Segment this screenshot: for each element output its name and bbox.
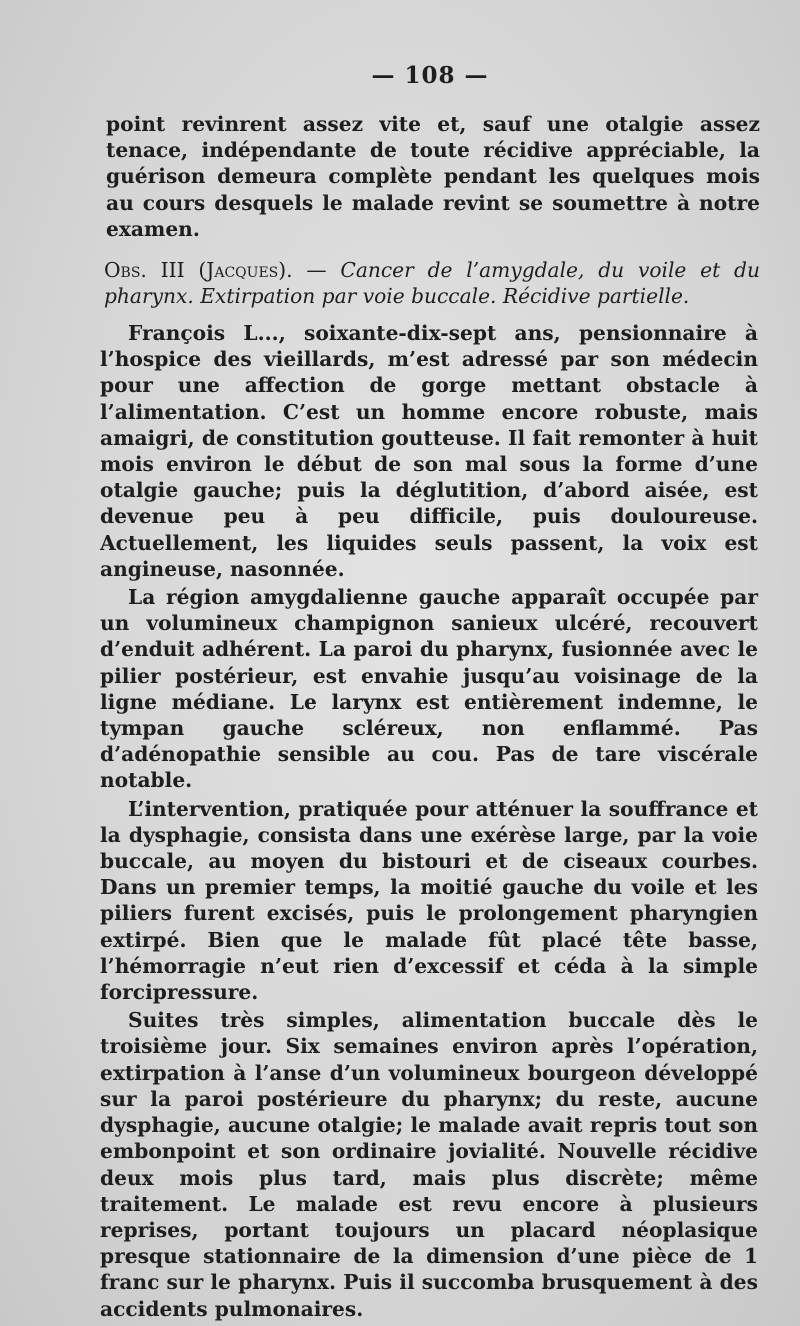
paragraph-history: François L..., soixante-dix-sept ans, pensionnaire à l’hospice des vieillards, m’est adressé par son médecin pour une affection de gorge mettant obstacle à l’alimentation. C’est un homme encore robuste, mais amaigri, de constitution goutteuse. Il fait remonter à huit mois environ le début de son mal sous la forme d’une otalgie gauche; puis la déglutition, d’abord aisée, est devenue peu à peu difficile, puis douloureuse. Actuellement, les liquides seuls passent, la voix est angineuse, nasonnée. (100, 321, 758, 581)
paragraph-follow-up: Suites très simples, alimentation buccale dès le troisième jour. Six semaines environ après l’opération, extirpation à l’anse d’un volumineux bourgeon développé sur la paroi postérieure du pharynx; du reste, aucune dysphagie, aucune otalgie; le malade avait repris tout son embonpoint et son ordinaire jovialité. Nouvelle récidive deux mois plus tard, mais plus discrète; même traitement. Le malade est revu encore à plusieurs reprises, portant toujours un placard néoplasique presque stationnaire de la dimension d’une pièce de 1 franc sur le pharynx. Puis il succomba brusquement à des accidents pulmonaires. (100, 1008, 758, 1321)
continuation-text: point revinrent assez vite et, sauf une otalgie assez tenace, indépendante de toute récidive appréciable, la guérison demeura complète pendant les quelques mois au cours desquels le malade revint se soumettre à notre examen. (106, 112, 760, 241)
paragraph-intervention: L’intervention, pratiquée pour atténuer la souffrance et la dysphagie, consista dans une exérèse large, par la voie buccale, au moyen du bistouri et de ciseaux courbes. Dans un premier temps, la moitié gauche du voile et les piliers furent excisés, puis le prolongement pharyngien extirpé. Bien que le malade fût placé tête basse, l’hémorragie n’eut rien d’excessif et céda à la simple forcipressure. (100, 796, 758, 1005)
observation-body (100, 320, 758, 1322)
observation-dash: — (292, 258, 341, 282)
continuation-paragraph (106, 111, 760, 242)
observation-label: Obs. III (Jacques). (104, 258, 293, 282)
observation-heading (104, 257, 760, 309)
observation-title: Cancer de l’amygdale, du voile et du pharynx. Extirpation par voie buccale. Récidive partielle. (104, 258, 760, 309)
page-number: — 108 — (371, 62, 489, 89)
observation-heading-line (104, 257, 760, 309)
paragraph-examination: La région amygdalienne gauche apparaît occupée par un volumineux champignon sanieux ulcéré, recouvert d’enduit adhérent. La paroi du pharynx, fusionnée avec le pilier postérieur, est envahie jusqu’au voisinage de la ligne médiane. Le larynx est entièrement indemne, le tympan gauche scléreux, non enflammé. Pas d’adénopathie sensible au cou. Pas de tare viscérale notable. (100, 585, 758, 793)
